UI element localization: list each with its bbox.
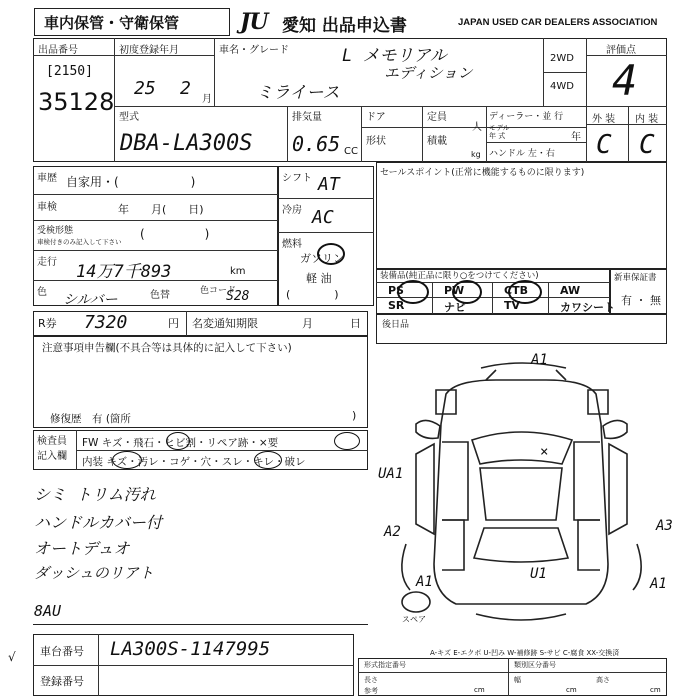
notice-day: 日 bbox=[350, 317, 361, 330]
storage-label: 車内保管・守衛保管 bbox=[44, 14, 180, 32]
grade-line2: エディション bbox=[384, 64, 473, 82]
inspection-value: 年 月( 日) bbox=[118, 203, 204, 216]
mark-circle-4 bbox=[254, 451, 282, 469]
grade-line1: L メモリアル bbox=[342, 46, 447, 66]
association-name: JAPAN USED CAR DEALERS ASSOCIATION bbox=[458, 17, 658, 28]
warranty-label: 新車保証書 bbox=[614, 273, 657, 283]
year-unit: 年 bbox=[571, 132, 581, 143]
damage-mark-front: A1 bbox=[531, 352, 548, 368]
kg-unit: kg bbox=[471, 150, 481, 159]
warranty-options: 有 ・ 無 bbox=[621, 294, 661, 307]
fuel-paren: ( ) bbox=[286, 288, 339, 301]
dim-spec-label: 形式指定番号 bbox=[364, 661, 406, 669]
mileage-value: 14万7千893 bbox=[76, 262, 172, 282]
color-change-label: 色替 bbox=[150, 290, 170, 301]
fw-row: FW キズ・飛石・ヒビ割・リペア跡・×要 bbox=[82, 437, 279, 449]
sales-point-label: セールスポイント(正常に機能するものに限ります) bbox=[380, 168, 585, 178]
cm-unit-3: cm bbox=[650, 686, 661, 694]
equipment-item: SR bbox=[388, 299, 405, 312]
recycle-label: R券 bbox=[38, 317, 57, 330]
color-value: シルバー bbox=[63, 292, 118, 308]
dealer-label: ディーラー・並 行 bbox=[489, 112, 564, 122]
equipment-label: 装備品(純正品に限り○をつけてください) bbox=[380, 271, 539, 281]
org-title: 愛知 出品申込書 bbox=[282, 16, 407, 36]
handwritten-note-1: シミ トリム汚れ bbox=[34, 485, 156, 504]
shape-label: 形状 bbox=[366, 136, 386, 147]
cm-unit-1: cm bbox=[474, 686, 485, 694]
registration-year: 25 bbox=[134, 78, 156, 99]
chassis-value: LA300S-1147995 bbox=[110, 638, 271, 660]
km-unit: km bbox=[230, 266, 246, 277]
shift-label: シフト bbox=[282, 173, 312, 184]
ctb-circle bbox=[508, 280, 542, 304]
color-label: 色 bbox=[37, 287, 47, 298]
handwritten-note-2: ハンドルカバー付 bbox=[34, 513, 163, 532]
cargo-label: 積載 bbox=[427, 136, 447, 147]
later-date-box bbox=[376, 314, 667, 344]
ps-circle bbox=[397, 280, 429, 304]
cc-unit: CC bbox=[344, 146, 358, 157]
category-label: 類別区分番号 bbox=[514, 661, 556, 669]
damage-mark-hood: × bbox=[540, 444, 549, 460]
inspection-label: 車検 bbox=[37, 202, 57, 213]
model-label: 型式 bbox=[119, 112, 139, 123]
person-unit: 人 bbox=[472, 122, 482, 133]
ju-logo: JU bbox=[240, 9, 268, 35]
damage-mark-right-door: A3 bbox=[656, 518, 673, 534]
notice-month: 月 bbox=[302, 317, 313, 330]
acceptance-note: 車検付きのみ記入して下さい bbox=[37, 238, 122, 246]
exterior-label: 外 装 bbox=[592, 114, 616, 125]
length-label: 長さ bbox=[364, 676, 378, 684]
registration-month-unit: 月 bbox=[202, 94, 212, 105]
shift-value: AT bbox=[318, 174, 340, 195]
inspector-label: 検査員 記入欄 bbox=[37, 436, 67, 462]
handwritten-note-4: ダッシュのリアト bbox=[34, 564, 154, 582]
repair-close-paren: ) bbox=[352, 409, 357, 422]
equipment-item: CTB bbox=[504, 284, 528, 297]
vehicle-name-label: 車名・グレード bbox=[219, 45, 289, 56]
damage-legend: A-キズ E-エクボ U-凹み W-補修跡 S-サビ C-腐食 XX-交換済 bbox=[430, 649, 620, 657]
acceptance-paren: ( ) bbox=[140, 227, 210, 241]
damage-mark-left-front: UA1 bbox=[378, 466, 404, 482]
lot-label: 出品番号 bbox=[38, 45, 78, 56]
damage-mark-left-door: A2 bbox=[384, 524, 401, 540]
acceptance-label: 受検形態 bbox=[37, 226, 74, 236]
mark-circle-3 bbox=[112, 451, 142, 469]
interior-row: 内装 キズ・汚レ・コゲ・穴・スレ・キレ・破レ bbox=[82, 456, 306, 468]
handwritten-code: 8AU bbox=[34, 602, 62, 620]
equipment-item: PW bbox=[444, 284, 465, 297]
recycle-value: 7320 bbox=[84, 312, 128, 333]
equipment-item: AW bbox=[560, 284, 581, 297]
handwritten-note-3: オートデュオ bbox=[34, 539, 130, 558]
displacement-label: 排気量 bbox=[292, 112, 322, 123]
width-label: 幅 bbox=[514, 676, 521, 684]
fuel-circle bbox=[317, 243, 345, 265]
later-date-label: 後日品 bbox=[382, 320, 410, 330]
recycle-yen: 円 bbox=[168, 317, 179, 330]
drive-2wd: 2WD bbox=[550, 53, 574, 64]
equipment-item: PS bbox=[388, 284, 404, 297]
damage-mark-left-rear: A1 bbox=[416, 574, 433, 590]
cooler-label: 冷房 bbox=[282, 205, 302, 216]
registration-month: 2 bbox=[180, 78, 191, 99]
handle-label: ハンドル 左・右 bbox=[489, 149, 555, 159]
lot-sub-number: [2150] bbox=[46, 64, 93, 79]
interior-score: C bbox=[639, 130, 655, 160]
color-code-value: S28 bbox=[226, 289, 250, 304]
repair-label: 修復歴 有 (箇所 bbox=[50, 413, 131, 425]
displacement-value: 0.65 bbox=[292, 132, 341, 156]
interior-label: 内 装 bbox=[635, 114, 659, 125]
model-year-label: モデル 年 式 bbox=[489, 124, 510, 140]
cooler-value: AC bbox=[312, 207, 334, 228]
rating-label: 評価点 bbox=[606, 45, 636, 56]
height-label: 高さ bbox=[596, 676, 610, 684]
model-value: DBA-LA300S bbox=[120, 131, 253, 156]
spare-label: スペア bbox=[402, 615, 426, 624]
drive-4wd: 4WD bbox=[550, 81, 574, 92]
equipment-item: ナビ bbox=[444, 301, 466, 314]
cm-unit-2: cm bbox=[566, 686, 577, 694]
damage-mark-roof: U1 bbox=[530, 566, 547, 582]
door-label: ドア bbox=[366, 112, 386, 123]
tick-mark: √ bbox=[8, 650, 16, 664]
registration-label: 初度登録年月 bbox=[119, 45, 179, 56]
rating-score: 4 bbox=[612, 56, 638, 105]
history-value: 自家用・( ) bbox=[66, 175, 196, 189]
fuel-alt: 軽 油 bbox=[306, 272, 332, 285]
notice-label: 名変通知期限 bbox=[192, 317, 258, 330]
capacity-label: 定員 bbox=[427, 112, 447, 123]
mileage-label: 走行 bbox=[37, 257, 57, 268]
mark-circle-1 bbox=[166, 432, 190, 450]
notes-label: 注意事項申告欄(不具合等は具体的に記入して下さい) bbox=[42, 342, 292, 354]
mark-circle-2 bbox=[334, 432, 360, 450]
equipment-item: TV bbox=[504, 299, 521, 312]
vehicle-name: ミライース bbox=[256, 83, 340, 103]
pw-circle bbox=[452, 280, 482, 304]
ref-label-1: 参考 bbox=[364, 687, 378, 695]
fuel-label: 燃料 bbox=[282, 239, 302, 250]
fuel-value: ガソリン bbox=[300, 252, 344, 265]
color-code-label: 色コード bbox=[200, 286, 237, 296]
car-damage-diagram bbox=[376, 344, 667, 634]
sales-point-box bbox=[376, 162, 667, 270]
damage-mark-right-rear: A1 bbox=[650, 576, 667, 592]
exterior-score: C bbox=[596, 130, 612, 160]
lot-number: 35128 bbox=[38, 88, 115, 116]
history-label: 車歴 bbox=[37, 173, 57, 184]
chassis-label: 車台番号 bbox=[40, 645, 84, 658]
registration-number-label: 登録番号 bbox=[40, 675, 84, 688]
equipment-item: カワシート bbox=[560, 301, 615, 314]
